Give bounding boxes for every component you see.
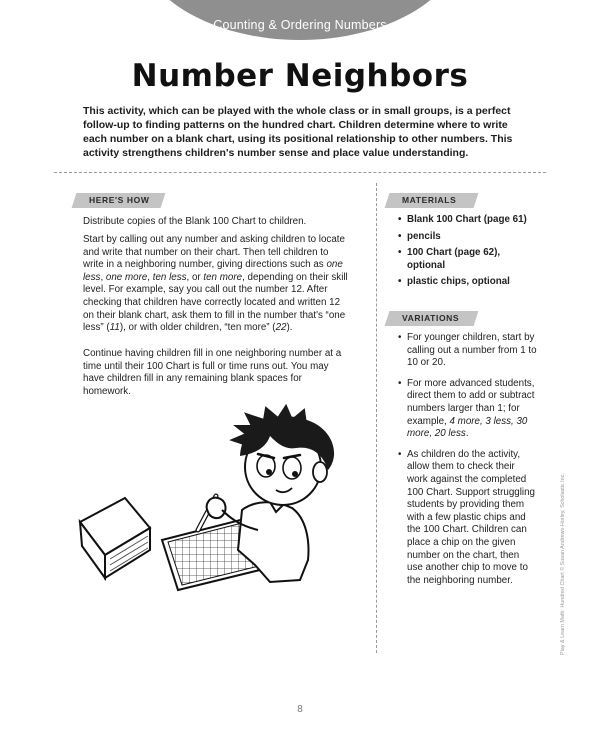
p2-sep-3: , or (186, 271, 204, 283)
p2-text-c: ), or with older children, “ten more” ( (119, 322, 276, 334)
heres-how-label (79, 193, 157, 208)
v2-text-a: For more advanced students, direct them to add or subtract numbers larger than 1; for example, (407, 377, 535, 427)
book-icon (80, 498, 150, 578)
list-item (397, 378, 537, 441)
p2-emph-one-less: one less (83, 259, 343, 283)
list-item: • Blank 100 Chart (page 61) (397, 214, 537, 227)
p2-emph-ten-more: ten more (203, 271, 243, 283)
intro-paragraph: This activity, which can be played with the whole class or in small groups, is a perfect follow-up to finding patterns on the hundred chart. Children determine where to write each number on a blank chart, using its positional relationship to other numbers. This activity strengthens children's number sense and place value understanding. (83, 105, 513, 159)
materials-list (397, 214, 537, 293)
boy-head (232, 406, 334, 505)
p2-text-a: Start by calling out any number and asking children to locate and write that number on their chart. Then tell children to write in a neighboring number, giving directions such as (83, 234, 345, 271)
hand-shape (207, 498, 226, 518)
heres-how-paragraph-3: Continue having children fill in one neighboring number at a time until their 100 Chart is full or time runs out. You may have children fill in any remaining blank spaces for homework. (83, 348, 342, 397)
column-divider (376, 183, 377, 653)
variations-list (397, 332, 537, 595)
variations-label (392, 311, 470, 326)
v2-text-b: . (465, 428, 469, 440)
page-title: Number Neighbors (131, 58, 469, 94)
dashed-divider (54, 172, 546, 173)
boy-with-chart-illustration (70, 400, 360, 615)
p2-emph-ten-less: ten less (152, 271, 187, 283)
list-item: • For younger children, start by calling out a number from 1 to 10 or 20. (397, 332, 537, 370)
p2-text-b: , depending on their skill level. For example, say you call out the number 12. After checking that children have correctly located and written 12 on their blank chart, ask them to fill in the number that's “one less” ( (83, 271, 348, 334)
materials-label (392, 193, 470, 208)
p2-emph-11: 11 (109, 322, 120, 334)
p2-emph-22: 22 (275, 322, 287, 334)
p2-text-d: ). (286, 322, 293, 334)
heres-how-paragraph-2 (83, 234, 349, 335)
heres-how-paragraph-1: Distribute copies of the Blank 100 Chart to children. (83, 216, 307, 227)
copyright-credit: Play & Learn Math: Hundred Chart © Susan Andrews-Hurley, Scholastic Inc. (560, 473, 566, 655)
page-number: 8 (297, 704, 303, 715)
list-item: • pencils (397, 231, 537, 244)
p2-emph-one-more: one more (105, 271, 148, 283)
heres-how-label-text: HERE'S HOW (89, 195, 150, 205)
section-header-tab (137, 0, 463, 40)
section-header-label: Counting & Ordering Numbers (213, 18, 387, 32)
p2-sep-1: , (100, 271, 106, 283)
list-item: • As children do the activity, allow them to check their work against the completed 100 Chart. Support struggling students by providing them with a few plastic chips and the 100 Chart. Children can place a chip on the given number on the chart, then use another chip to move to the neighboring number. (397, 449, 537, 588)
list-item: • plastic chips, optional (397, 276, 537, 289)
v2-emph: 4 more, 3 less, 30 more, 20 less (407, 415, 528, 440)
p2-sep-2: , (147, 271, 153, 283)
list-item: • 100 Chart (page 62), optional (397, 247, 537, 272)
materials-label-text: MATERIALS (402, 195, 457, 205)
variations-label-text: VARIATIONS (402, 313, 460, 323)
